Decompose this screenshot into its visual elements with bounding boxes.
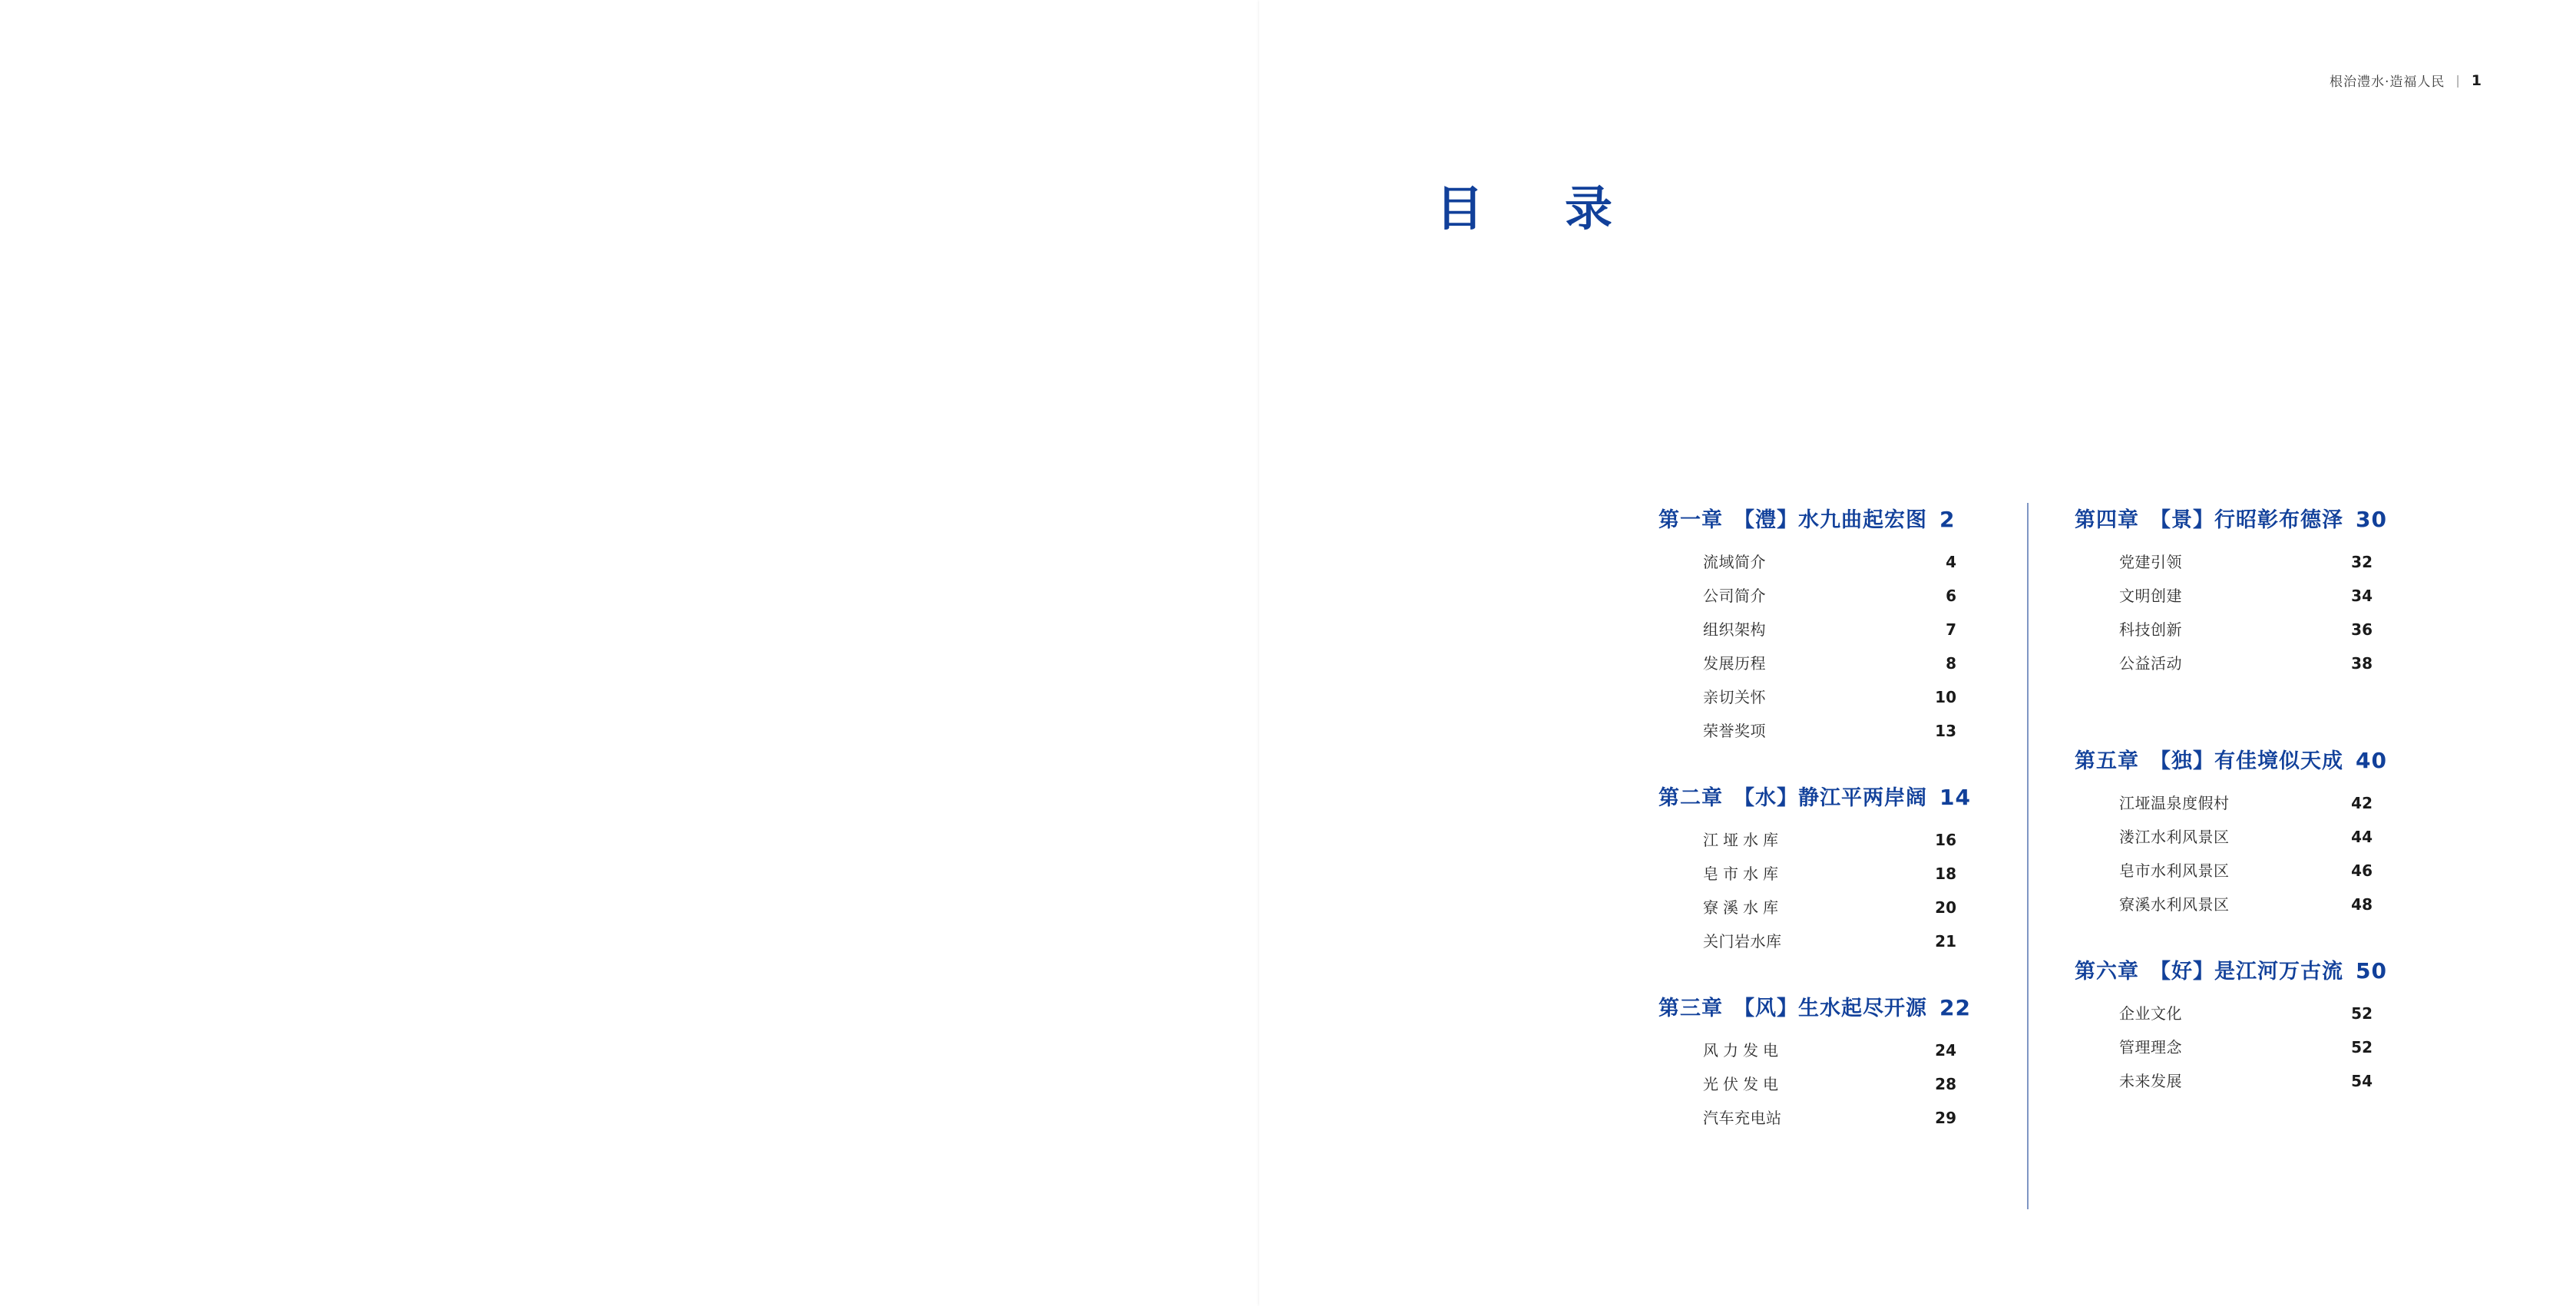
toc-entry[interactable] (1703, 861, 1956, 884)
toc-entry[interactable] (1703, 685, 1956, 707)
toc-entry-label: 党建引领 (2119, 553, 2182, 571)
chapter-heading[interactable] (2075, 503, 2443, 533)
chapter-heading[interactable] (2075, 954, 2443, 984)
right-page (1259, 0, 2576, 1306)
running-header-text: 根治澧水·造福人民 (2329, 74, 2445, 90)
toc-entry-page: 42 (2351, 794, 2373, 812)
chapter-title: 【风】生水起尽开源 (1734, 997, 1927, 1020)
toc-entry-page: 44 (2351, 828, 2373, 846)
toc-entry-label: 科技创新 (2119, 620, 2182, 639)
toc-entry-label: 管理理念 (2119, 1038, 2182, 1056)
toc-entry-page: 13 (1935, 722, 1956, 740)
toc-entry-page: 7 (1946, 620, 1956, 639)
toc-entry[interactable] (2119, 617, 2373, 640)
chapter-block (2075, 503, 2443, 673)
toc-entry[interactable] (1703, 651, 1956, 673)
toc-entry-label: 公益活动 (2119, 654, 2182, 673)
toc-entry[interactable] (2119, 1035, 2373, 1057)
toc-entry-page: 54 (2351, 1072, 2373, 1090)
toc-entry-label: 风力发电 (1703, 1041, 1783, 1060)
toc-entry[interactable] (1703, 1106, 1956, 1128)
toc-entry[interactable] (2119, 550, 2373, 572)
toc-entry-page: 8 (1946, 654, 1956, 673)
toc-entry-page: 38 (2351, 654, 2373, 673)
toc-entry-page: 20 (1935, 898, 1956, 917)
toc-entry[interactable] (1703, 617, 1956, 640)
toc-entry-label: 江垭水库 (1703, 831, 1783, 849)
chapter-entries (1703, 1038, 2027, 1128)
toc-column-left (1658, 503, 2027, 1139)
toc-entry[interactable] (1703, 929, 1956, 951)
chapter-block (1658, 503, 2027, 741)
left-page (0, 0, 1259, 1306)
chapter-page-number: 22 (1939, 995, 1971, 1020)
chapter-title: 【好】是江河万古流 (2150, 960, 2343, 984)
chapter-block (2075, 744, 2443, 914)
chapter-number: 第一章 (1658, 508, 1723, 532)
toc-entry[interactable] (2119, 1069, 2373, 1091)
toc-entry-page: 24 (1935, 1041, 1956, 1060)
toc-entry-page: 46 (2351, 861, 2373, 880)
chapter-entries (2119, 1001, 2443, 1091)
toc-entry-page: 6 (1946, 587, 1956, 605)
chapter-title: 【澧】水九曲起宏图 (1734, 508, 1927, 532)
toc-entry-page: 28 (1935, 1075, 1956, 1093)
chapter-entries (1703, 828, 2027, 951)
toc-columns (1658, 503, 2443, 1209)
toc-entry-label: 光伏发电 (1703, 1075, 1783, 1093)
chapter-title: 【水】静江平两岸阔 (1734, 786, 1927, 810)
toc-entry-page: 10 (1935, 688, 1956, 706)
toc-entry-label: 寮溪水库 (1703, 898, 1783, 917)
toc-entry[interactable] (2119, 858, 2373, 881)
chapter-entries (2119, 791, 2443, 914)
toc-entry[interactable] (2119, 825, 2373, 847)
toc-entry[interactable] (1703, 719, 1956, 741)
running-header-separator: | (2455, 73, 2461, 88)
chapter-number: 第四章 (2075, 508, 2139, 532)
toc-entry[interactable] (2119, 791, 2373, 813)
toc-entry-label: 寮溪水利风景区 (2119, 895, 2230, 914)
toc-entry-page: 48 (2351, 895, 2373, 914)
chapter-page-number: 14 (1939, 785, 1971, 810)
toc-entry-label: 荣誉奖项 (1703, 722, 1766, 740)
toc-entry-page: 18 (1935, 865, 1956, 883)
toc-entry[interactable] (1703, 550, 1956, 572)
toc-column-right (2027, 503, 2443, 1209)
toc-entry-page: 52 (2351, 1004, 2373, 1023)
toc-entry-page: 36 (2351, 620, 2373, 639)
toc-entry-label: 流域简介 (1703, 553, 1766, 571)
toc-entry-page: 16 (1935, 831, 1956, 849)
toc-entry[interactable] (2119, 584, 2373, 606)
toc-entry-label: 亲切关怀 (1703, 688, 1766, 706)
chapter-page-number: 2 (1939, 507, 1956, 532)
toc-entry-label: 江垭温泉度假村 (2119, 794, 2230, 812)
toc-entry-label: 皂市水利风景区 (2119, 861, 2230, 880)
chapter-block (2075, 954, 2443, 1091)
toc-entry-label: 公司简介 (1703, 587, 1766, 605)
page-title: 目 录 (1436, 180, 1630, 236)
toc-entry-page: 4 (1946, 553, 1956, 571)
chapter-block (1658, 781, 2027, 951)
chapter-number: 第三章 (1658, 997, 1723, 1020)
toc-entry-page: 52 (2351, 1038, 2373, 1056)
toc-entry[interactable] (2119, 892, 2373, 914)
toc-entry-label: 企业文化 (2119, 1004, 2182, 1023)
chapter-page-number: 30 (2356, 507, 2387, 532)
chapter-number: 第六章 (2075, 960, 2139, 984)
chapter-entries (1703, 550, 2027, 741)
page-number: 1 (2471, 71, 2482, 89)
toc-entry-page: 29 (1935, 1109, 1956, 1127)
chapter-title: 【独】有佳境似天成 (2150, 749, 2343, 773)
chapter-number: 第二章 (1658, 786, 1723, 810)
toc-entry[interactable] (1703, 1072, 1956, 1094)
chapter-block (1658, 991, 2027, 1128)
toc-entry[interactable] (1703, 1038, 1956, 1060)
chapter-page-number: 50 (2356, 958, 2387, 984)
chapter-entries (2119, 550, 2443, 673)
toc-entry-label: 皂市水库 (1703, 865, 1783, 883)
toc-entry-page: 32 (2351, 553, 2373, 571)
chapter-heading[interactable] (1658, 991, 2027, 1021)
toc-entry-label: 关门岩水库 (1703, 932, 1782, 951)
toc-entry-label: 文明创建 (2119, 587, 2182, 605)
toc-entry-page: 21 (1935, 932, 1956, 951)
toc-entry-label: 溇江水利风景区 (2119, 828, 2230, 846)
toc-entry-label: 未来发展 (2119, 1072, 2182, 1090)
chapter-heading[interactable] (1658, 503, 2027, 533)
chapter-page-number: 40 (2356, 748, 2387, 773)
toc-entry[interactable] (2119, 1001, 2373, 1023)
chapter-number: 第五章 (2075, 749, 2139, 773)
toc-entry-page: 34 (2351, 587, 2373, 605)
toc-entry[interactable] (1703, 584, 1956, 606)
toc-entry[interactable] (2119, 651, 2373, 673)
chapter-heading[interactable] (2075, 744, 2443, 774)
toc-entry[interactable] (1703, 828, 1956, 850)
chapter-title: 【景】行昭彰布德泽 (2150, 508, 2343, 532)
toc-entry-label: 组织架构 (1703, 620, 1766, 639)
running-header (2330, 71, 2482, 90)
toc-entry-label: 发展历程 (1703, 654, 1766, 673)
toc-entry-label: 汽车充电站 (1703, 1109, 1782, 1127)
chapter-heading[interactable] (1658, 781, 2027, 811)
toc-entry[interactable] (1703, 895, 1956, 918)
